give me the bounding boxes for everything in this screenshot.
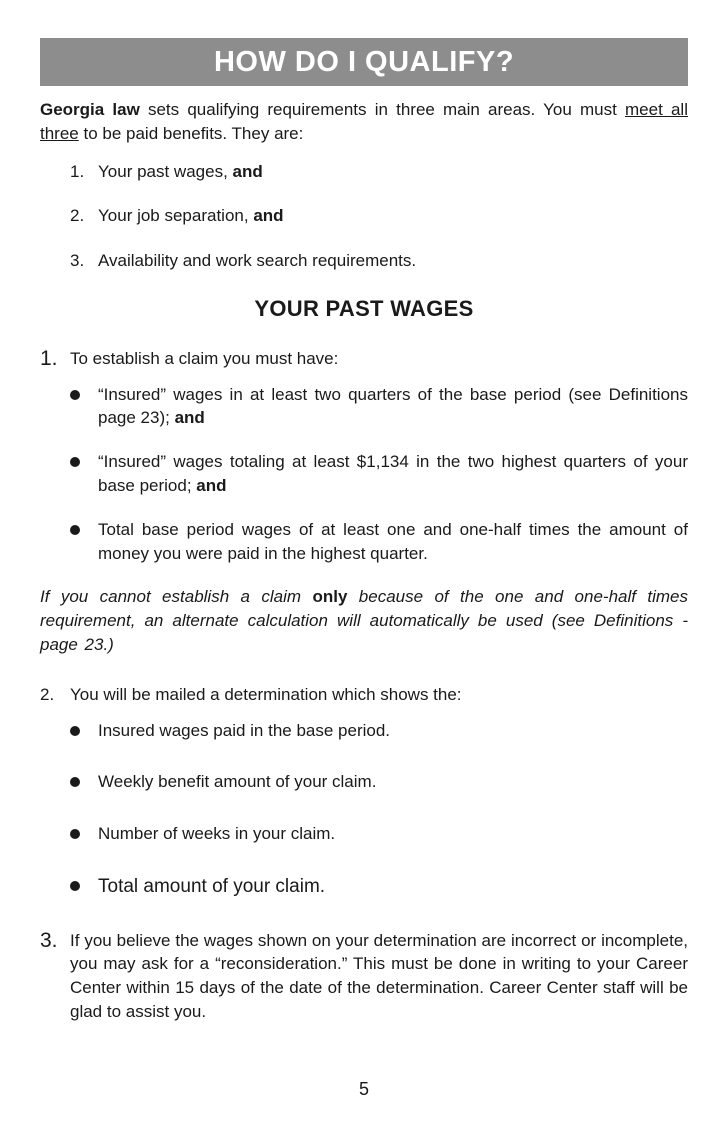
item-text: If you believe the wages shown on your determination are incorrect or incomplete, you may ask for a “reconsideration.” This must be done in writing to your Career Center within 15 days of the date of the determination. Career Center staff will be glad to assist you. [70, 930, 688, 1021]
list-item [70, 249, 688, 273]
item-text: You will be mailed a determination which shows the: [70, 684, 462, 704]
list-item [68, 383, 688, 431]
bullet-icon [68, 874, 98, 901]
list-item [68, 518, 688, 566]
bullet-icon [68, 450, 98, 498]
note-bold: only [312, 587, 348, 607]
bullet-icon [68, 770, 98, 794]
list-text: Your job separation, [98, 206, 254, 226]
requirements-list [70, 160, 688, 273]
bullet-icon [68, 719, 98, 743]
list-item [68, 874, 688, 901]
intro-underlined: meet all three [40, 100, 688, 143]
item-number: 1. [40, 346, 58, 370]
note-text-a: If you cannot establish a claim [40, 587, 313, 607]
intro-paragraph [40, 98, 688, 146]
list-number: 3. [70, 251, 85, 271]
page-title: HOW DO I QUALIFY? [40, 38, 688, 86]
document-page [40, 38, 688, 1024]
bullet-list-1 [68, 383, 688, 566]
list-item [68, 450, 688, 498]
list-item [68, 719, 688, 743]
intro-bold-lead: Georgia law [40, 100, 140, 119]
bullet-list-2 [68, 719, 688, 901]
bullet-text: Number of weeks in your claim. [98, 824, 336, 844]
bullet-text: Total base period wages of at least one and one-half times the amount of money you were paid in the highest quarter. [98, 519, 688, 563]
note-text-b: because of the one and one-half times requirement, an alternate calculation will automatically be used (see Definitions - page 23.) [40, 587, 688, 654]
numbered-item-2 [40, 683, 688, 707]
list-item [70, 160, 688, 184]
intro-text-a: sets qualifying requirements in three main areas. You must [139, 100, 626, 119]
page-number: 5 [358, 1079, 369, 1099]
list-item [68, 770, 688, 794]
bullet-icon [68, 822, 98, 846]
list-text: Your past wages, [98, 161, 233, 181]
bullet-text: Weekly benefit amount of your claim. [98, 772, 377, 792]
section-heading: YOUR PAST WAGES [254, 295, 474, 321]
bullet-icon [68, 383, 98, 431]
numbered-item-1 [40, 347, 688, 371]
numbered-item-3 [40, 929, 688, 1024]
bullet-icon [68, 518, 98, 566]
item-text: To establish a claim you must have: [70, 348, 339, 368]
bullet-text: Total amount of your claim. [98, 875, 326, 897]
list-number: 2. [70, 206, 85, 226]
list-item [68, 822, 688, 846]
list-bold: and [253, 206, 284, 226]
list-text: Availability and work search requirements. [98, 251, 417, 271]
item-number: 2. [40, 684, 55, 704]
bullet-text: “Insured” wages in at least two quarters of the base period (see Definitions page 23); [98, 384, 688, 428]
intro-text-b: to be paid benefits. They are: [78, 123, 304, 143]
list-number: 1. [70, 161, 85, 181]
bullet-bold: and [196, 475, 227, 495]
bullet-text: Insured wages paid in the base period. [98, 720, 391, 740]
italic-note [40, 585, 688, 656]
bullet-text: “Insured” wages totaling at least $1,134 in the two highest quarters of your base period; [98, 452, 688, 495]
bullet-bold: and [174, 408, 205, 428]
list-bold: and [232, 161, 263, 181]
item-number: 3. [40, 928, 58, 952]
list-item [70, 204, 688, 228]
